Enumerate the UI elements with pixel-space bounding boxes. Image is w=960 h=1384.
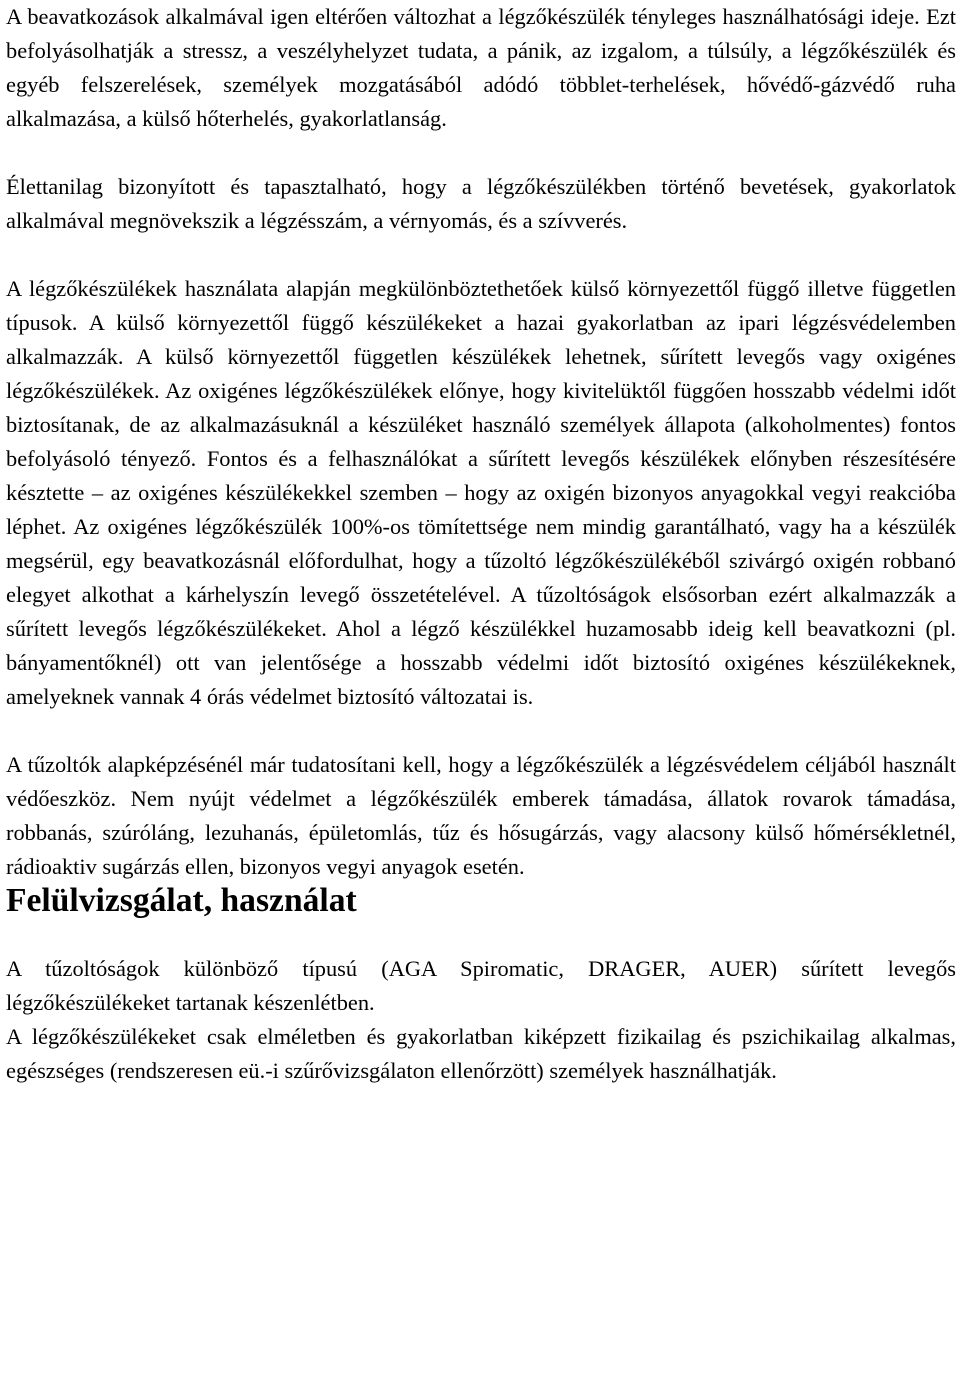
section-heading: Felülvizsgálat, használat: [6, 882, 357, 919]
paragraph-device-types: A légzőkészülékek használata alapján megkülönböztethetőek külső környezettől függő illetve független típusok. A külső környezettől függő készülékeket a hazai gyakorlatban az ipari légzésvédelemben alkalmazzák. A külső környezettől független készülékek lehetnek, sűrített levegős vagy oxigénes légzőkészülékek. Az oxigénes légzőkészülékek előnye, hogy kivitelüktől függően hosszabb védelmi időt biztosítanak, de az alkalmazásuknál a készüléket használó személyek állapota (alkoholmentes) fontos befolyásoló tényező. Fontos és a felhasználókat a sűrített levegős készülékek előnyben részesítésére késztette – az oxigénes készülékekkel szemben – hogy az oxigén bizonyos anyagokkal vegyi reakcióba léphet. Az oxigénes légzőkészülék 100%-os tömítettsége nem mindig garantálható, vagy ha a készülék megsérül, egy beavatkozásnál előfordulhat, hogy a tűzoltó légzőkészülékéből szivárgó oxigén robbanó elegyet alkothat a kárhelyszín levegő összetételével. A tűzoltóságok elsősorban ezért alkalmazzák a sűrített levegős légzőkészülékeket. Ahol a légző készülékkel huzamosabb ideig kell beavatkozni (pl. bányamentőknél) ott van jelentősége a hosszabb védelmi időt biztosító oxigénes készülékeknek, amelyeknek vannak 4 órás védelmet biztosító változatai is.: [6, 276, 956, 709]
paragraph-protection-limits: A tűzoltók alapképzésénél már tudatosítani kell, hogy a légzőkészülék a légzésvédelem céljából használt védőeszköz. Nem nyújt védelmet a légzőkészülék emberek támadása, állatok rovarok támadása, robbanás, szúróláng, lezuhanás, épületomlás, tűz és hősugárzás, vagy alacsony külső hőmérsékletnél, rádioaktiv sugárzás ellen, bizonyos vegyi anyagok esetén.: [6, 752, 956, 879]
paragraph-physiology: Élettanilag bizonyított és tapasztalható, hogy a légzőkészülékben történő bevetések, gyakorlatok alkalmával megnövekszik a légzésszám, a vérnyomás, és a szívverés.: [6, 174, 956, 233]
document-page: [6, 0, 956, 1088]
paragraph-usage-time: A beavatkozások alkalmával igen eltérően változhat a légzőkészülék tényleges használhatósági ideje. Ezt befolyásolhatják a stressz, a veszélyhelyzet tudata, a pánik, az izgalom, a túlsúly, a légzőkészülék és egyéb felszerelések, személyek mozgatásából adódó többlet-terhelések, hővédő-gázvédő ruha alkalmazása, a külső hőterhelés, gyakorlatlanság.: [6, 4, 956, 131]
paragraph-fire-departments: A tűzoltóságok különböző típusú (AGA Spiromatic, DRAGER, AUER) sűrített levegős légzőkészülékeket tartanak készenlétben.: [6, 956, 956, 1015]
paragraph-trained-users: A légzőkészülékeket csak elméletben és gyakorlatban kiképzett fizikailag és pszichikailag alkalmas, egészséges (rendszeresen eü.-i szűrővizsgálaton ellenőrzött) személyek használhatják.: [6, 1024, 956, 1083]
